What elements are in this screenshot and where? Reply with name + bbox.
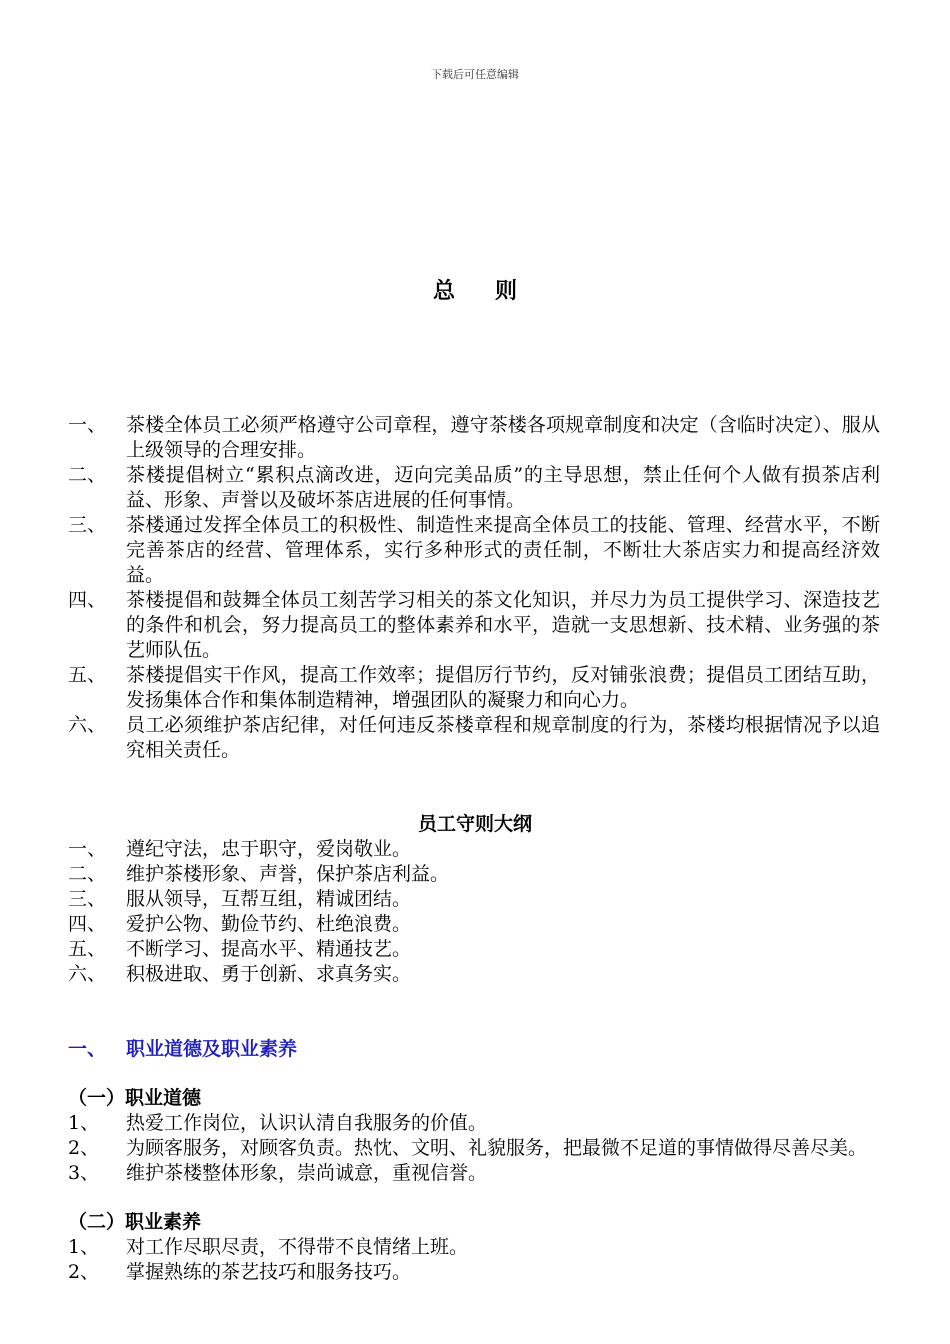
ethics-list [68, 1111, 880, 1186]
outline-title: 员工守则大纲 [417, 813, 532, 835]
item-text: 不断学习、提高水平、精通技艺。 [126, 938, 412, 960]
item-number: 一、 [68, 414, 107, 436]
item-text: 掌握熟练的茶艺技巧和服务技巧。 [126, 1261, 412, 1283]
list-item [68, 937, 880, 962]
item-text: 茶楼提倡树立“累积点滴改进，迈向完美品质”的主导思想，禁止任何个人做有损茶店利益、形象、声誉以及破坏茶店进展的任何事情。 [126, 464, 880, 511]
list-item [68, 1161, 880, 1186]
item-text: 维护茶楼形象、声誉，保护茶店利益。 [126, 863, 450, 885]
list-item [68, 912, 880, 937]
item-number: 二、 [68, 464, 107, 486]
item-number: 1、 [68, 1236, 100, 1258]
item-text: 热爱工作岗位，认识认清自我服务的价值。 [126, 1112, 488, 1134]
item-text: 员工必须维护茶店纪律，对任何违反茶楼章程和规章制度的行为，茶楼均根据情况予以追究相关责任。 [126, 714, 880, 761]
item-text: 茶楼通过发挥全体员工的积极性、制造性来提高全体员工的技能、管理、经营水平，不断完善茶店的经营、管理体系，实行多种形式的责任制，不断壮大茶店实力和提高经济效益。 [126, 514, 880, 586]
item-text: 茶楼全体员工必须严格遵守公司章程，遵守茶楼各项规章制度和决定（含临时决定）、服从上级领导的合理安排。 [126, 414, 880, 461]
item-text: 服从领导，互帮互组，精诚团结。 [126, 888, 412, 910]
item-text: 遵纪守法，忠于职守，爱岗敬业。 [126, 838, 412, 860]
list-item [68, 588, 880, 663]
general-rules-list [68, 413, 880, 763]
item-text: 为顾客服务，对顾客负责。热忱、文明、礼貌服务，把最微不足道的事情做得尽善尽美。 [126, 1137, 868, 1159]
list-item [68, 962, 880, 987]
main-title: 总则 [432, 278, 557, 304]
item-number: 五、 [68, 938, 107, 960]
item-number: 2、 [68, 1137, 100, 1159]
list-item [68, 887, 880, 912]
list-item [68, 1136, 880, 1161]
list-item [68, 862, 880, 887]
outline-list [68, 837, 880, 987]
item-number: 二、 [68, 863, 107, 885]
item-text: 对工作尽职尽责，不得带不良情绪上班。 [126, 1236, 469, 1258]
list-item [68, 1260, 880, 1285]
quality-heading: （二）职业素养 [68, 1211, 202, 1233]
item-text: 茶楼提倡和鼓舞全体员工刻苦学习相关的茶文化知识，并尽力为员工提供学习、深造技艺的条件和机会，努力提高员工的整体素养和水平，造就一支思想新、技术精、业务强的茶艺师队伍。 [126, 589, 880, 661]
list-item [68, 1235, 880, 1260]
section-title-text: 职业道德及职业素养 [126, 1038, 298, 1060]
list-item [68, 663, 880, 713]
item-number: 四、 [68, 913, 107, 935]
section-heading [68, 1036, 880, 1062]
item-number: 1、 [68, 1112, 100, 1134]
item-number: 一、 [68, 838, 107, 860]
list-item [68, 513, 880, 588]
item-number: 六、 [68, 963, 107, 985]
list-item [68, 463, 880, 513]
list-item [68, 713, 880, 763]
item-number: 五、 [68, 664, 107, 686]
list-item [68, 837, 880, 862]
item-number: 2、 [68, 1261, 100, 1283]
item-text: 爱护公物、勤俭节约、杜绝浪费。 [126, 913, 412, 935]
header-note: 下载后可任意编辑 [431, 68, 519, 81]
section-number: 一、 [68, 1038, 107, 1060]
item-number: 3、 [68, 1162, 100, 1184]
quality-list [68, 1235, 880, 1285]
list-item [68, 1111, 880, 1136]
item-text: 维护茶楼整体形象，崇尚诚意，重视信誉。 [126, 1162, 488, 1184]
item-number: 三、 [68, 888, 107, 910]
item-number: 六、 [68, 714, 107, 736]
item-number: 四、 [68, 589, 107, 611]
list-item [68, 413, 880, 463]
item-text: 茶楼提倡实干作风，提高工作效率；提倡厉行节约，反对铺张浪费；提倡员工团结互助，发扬集体合作和集体制造精神，增强团队的凝聚力和向心力。 [126, 664, 880, 711]
ethics-heading: （一）职业道德 [68, 1087, 202, 1109]
item-number: 三、 [68, 514, 107, 536]
item-text: 积极进取、勇于创新、求真务实。 [126, 963, 412, 985]
